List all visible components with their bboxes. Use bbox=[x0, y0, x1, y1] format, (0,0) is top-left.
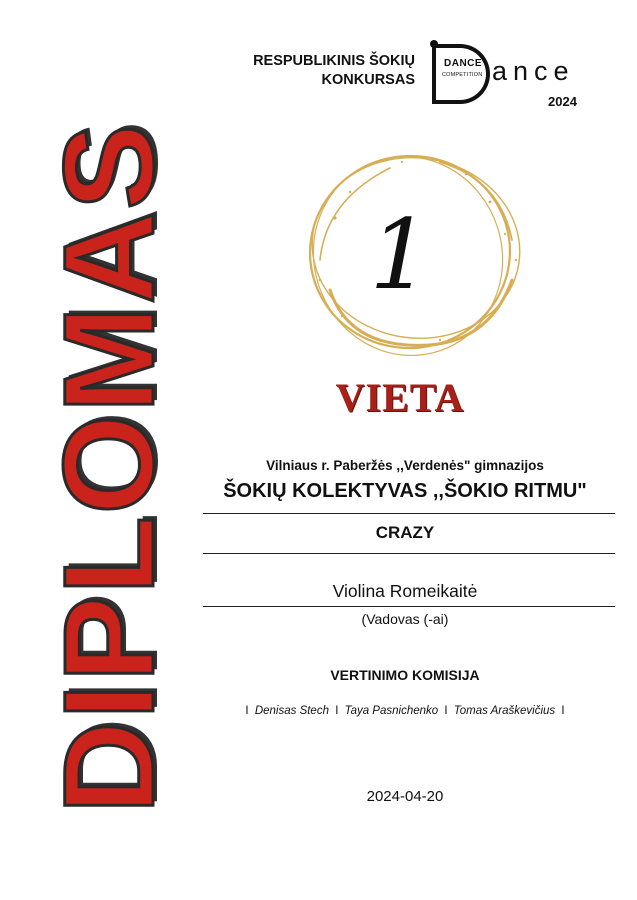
logo-year: 2024 bbox=[548, 94, 577, 109]
jury-members bbox=[200, 705, 610, 717]
award-date: 2024-04-20 bbox=[366, 788, 444, 805]
leader-label: (Vadovas (-ai) bbox=[361, 611, 449, 627]
dance-title: CRAZY bbox=[375, 523, 435, 542]
jury-title: VERTINIMO KOMISIJA bbox=[330, 667, 480, 683]
competition-name-line1: RESPUBLIKINIS ŠOKIŲ bbox=[253, 53, 415, 69]
leader-name: Violina Romeikaitė bbox=[332, 581, 478, 601]
jury-member: Taya Pasnichenko bbox=[344, 705, 439, 717]
place-number: 1 bbox=[369, 199, 431, 311]
competition-name bbox=[215, 52, 415, 90]
jury-separator: I bbox=[444, 705, 448, 717]
logo-dance-text: DANCE bbox=[444, 58, 483, 69]
divider-line bbox=[203, 513, 615, 514]
jury-member: Tomas Araškevičius bbox=[453, 705, 556, 717]
dance-competition-logo bbox=[430, 40, 595, 120]
jury-separator: I bbox=[245, 705, 249, 717]
school-name: Vilniaus r. Paberžės ,,Verdenės" gimnazijos bbox=[266, 458, 544, 473]
competition-name-line2: KONKURSAS bbox=[321, 72, 415, 88]
gold-ring-emblem bbox=[290, 140, 540, 370]
logo-ance-text: ance bbox=[492, 56, 575, 86]
jury-member: Denisas Stech bbox=[254, 705, 329, 717]
divider-line bbox=[203, 606, 615, 607]
place-label: VIETA bbox=[335, 375, 465, 420]
divider-line bbox=[203, 553, 615, 554]
diploma-side-title: DIPLOMAS bbox=[38, 122, 181, 814]
jury-separator: I bbox=[335, 705, 339, 717]
team-name: ŠOKIŲ KOLEKTYVAS ,,ŠOKIO RITMU" bbox=[223, 480, 587, 502]
logo-competition-text: COMPETITION bbox=[442, 72, 483, 78]
jury-separator: I bbox=[561, 705, 565, 717]
